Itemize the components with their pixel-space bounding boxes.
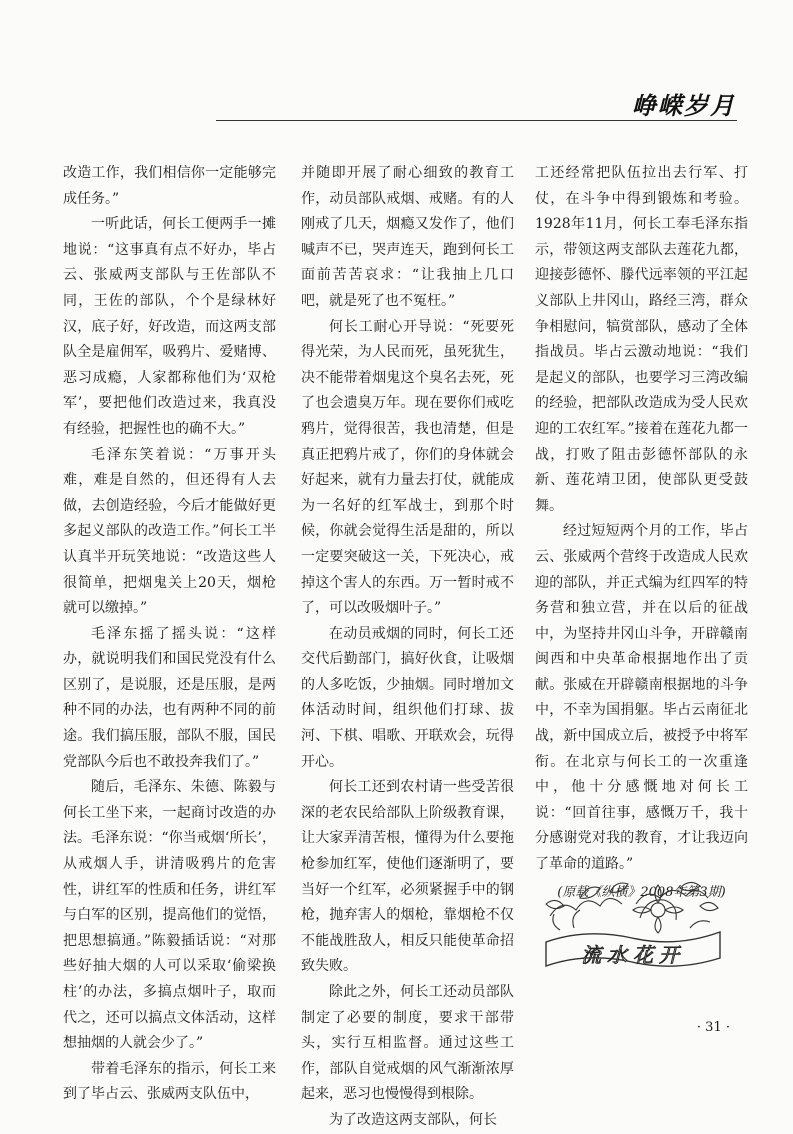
paragraph: 除此之外，何长工还动员部队制定了必要的制度，要求干部带头，实行互相监督。通过这些工作，部队自觉戒烟的风气渐渐浓厚起来，恶习也慢慢得到根除。: [301, 984, 514, 1103]
paragraph: 何长工还到农村请一些受苦很深的老农民给部队上阶级教育课，让大家弄清苦根，懂得为什么要拖枪参加红军，使他们逐渐明了，要当好一个红军，必须紧握手中的钢枪，抛弃害人的烟枪，靠烟枪不仅不能战胜敌人，相反只能使革命招致失败。: [301, 779, 514, 975]
paragraph: 并随即开展了耐心细致的教育工作，动员部队戒烟、戒赌。有的人刚戒了几天，烟瘾又发作了，他们喊声不已，哭声连天，跑到何长工面前苦苦哀求：“让我抽上几口吧，就是死了也不冤枉。”: [301, 165, 514, 309]
paragraph: 毛泽东笑着说：“万事开头难，难是自然的，但还得有人去做，去创造经验，今后才能做好更多起义部队的改造工作。”何长工半认真半开玩笑地说：“改造这些人很简单，把烟鬼关上20天，烟枪就可以缴掉。”: [63, 446, 276, 617]
paragraph: 毛泽东摇了摇头说：“这样办，就说明我们和国民党没有什么区别了，是说服，还是压服，是两种不同的办法，也有两种不同的前途。我们搞压服，部队不服，国民党部队今后也不敢投奔我们了。”: [63, 625, 276, 770]
paragraph: 为了改造这两支部队，何长: [329, 1111, 497, 1128]
paragraph: 改造工作，我们相信你一定能够完成任务。”: [63, 165, 276, 207]
magazine-title: 峥嵘岁月: [632, 92, 736, 120]
paragraph: 随后，毛泽东、朱德、陈毅与何长工坐下来，一起商讨改造的办法。毛泽东说：“你当戒烟‘所长’，从戒烟人手，讲清吸鸦片的危害性，讲红军的性质和任务，讲红军与白军的区别，提高他们的觉悟，把思想搞通。”陈毅插话说：“对那些好抽大烟的人可以采取‘偷梁换柱’的办法，多搞点烟叶子，取而代之，还可以搞点文体活动，这样想抽烟的人就会少了。”: [63, 779, 276, 1052]
illustration-lettering: 流水花开: [581, 943, 685, 967]
flower-lettering-image: [540, 858, 725, 978]
article-column-1: [63, 161, 276, 1108]
article-column-3: [535, 161, 748, 905]
article-column-2: [301, 161, 514, 1134]
header-rule: [216, 120, 737, 121]
source-note: (原载《纵横》2008年第3期): [557, 884, 726, 900]
paragraph: 在动员戒烟的同时，何长工还交代后勤部门，搞好伙食，让吸烟的人多吃饭，少抽烟。同时增加文体活动时间，组织他们打球、拔河、下棋、唱歌、开联欢会，玩得开心。: [301, 625, 514, 770]
flower-illustration: [540, 858, 725, 978]
paragraph: 何长工耐心开导说：“死要死得光荣，为人民而死，虽死犹生，决不能带着烟鬼这个臭名去死，死了也会遗臭万年。现在要你们戒吃鸦片，觉得很苦，我也清楚，但是真正把鸦片戒了，你们的身体就会好起来，就有力量去打仗，就能成为一名好的红军战士，到那个时候，你就会觉得生活是甜的，所以一定要突破这一关，下死决心，戒掉这个害人的东西。万一暂时戒不了，可以改吸烟叶子。”: [301, 318, 514, 617]
paragraph: 工还经常把队伍拉出去行军、打仗，在斗争中得到锻炼和考验。1928年11月，何长工奉毛泽东指示，带领这两支部队去莲花九都，迎接彭德怀、滕代远率领的平江起义部队上井冈山，路经三湾，群众争相慰问，犒赏部队，感动了全体指战员。毕占云激动地说：“我们是起义的部队，也要学习三湾改编的经验，把部队改造成为受人民欢迎的工农红军。”接着在莲花九都一战，打败了阻击彭德怀部队的永新、莲花靖卫团，使部队更受鼓舞。: [535, 165, 748, 514]
paragraph: 经过短短两个月的工作，毕占云、张威两个营终于改造成人民欢迎的部队，并正式编为红四军的特务营和独立营，并在以后的征战中，为坚持井冈山斗争，开辟赣南闽西和中央革命根据地作出了贡献。张威在开辟赣南根据地的斗争中，不幸为国捐躯。毕占云南征北战，新中国成立后，被授予中将军衔。在北京与何长工的一次重逢中，他十分感慨地对何长工说：“回首往事，感慨万千，我十分感谢党对我的教育，才让我迈向了革命的道路。”: [535, 523, 748, 873]
paragraph: 带着毛泽东的指示，何长工来到了毕占云、张威两支队伍中，: [63, 1060, 276, 1103]
page-number: · 31 ·: [696, 1020, 730, 1035]
paragraph: 一听此话，何长工便两手一摊地说：“这事真有点不好办，毕占云、张威两支部队与王佐部队不同，王佐的部队，个个是绿林好汉，底子好，好改造，而这两支部队全是雇佣军，吸鸦片、爱赌博、恶习成瘾，人家都称他们为‘双枪军’，要把他们改造过来，我真没有经验，把握性也的确不大。”: [63, 216, 276, 437]
